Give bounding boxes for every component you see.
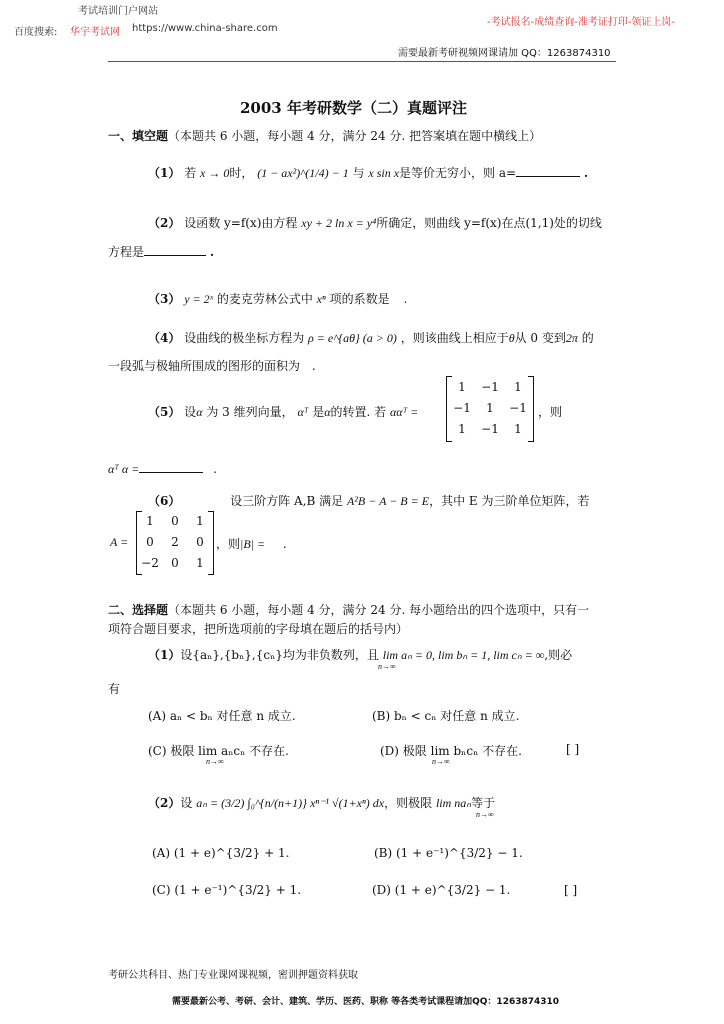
section2-desc2: 项符合题目要求，把所选项前的字母填在题后的括号内） — [108, 622, 409, 636]
matrix-a-label: A = — [110, 535, 129, 549]
section2-desc: （本题共 6 小题，每小题 4 分，满分 24 分. 每小题给出的四个选项中，只有一 — [168, 603, 590, 617]
q-number: （1） — [148, 166, 181, 180]
q-end: . — [311, 359, 316, 373]
math-expression: xⁿ — [316, 292, 326, 306]
q-text: 设{aₙ},{bₙ},{cₙ}均为非负数列，且 — [180, 648, 379, 662]
contact-qq: 需要最新考研视频网课请加 QQ：1263874310 — [398, 48, 611, 59]
section1-heading: 一、填空题 — [108, 129, 169, 143]
lim-subscript: n→∞ — [432, 757, 450, 766]
q-text: 的转置. 若 — [330, 405, 387, 419]
site-url-link[interactable]: https://www.china-share.com — [132, 23, 278, 34]
question-1-2 — [148, 214, 602, 231]
matrix-cell: −1 — [481, 380, 499, 394]
lim-subscript: n→∞ — [206, 757, 224, 766]
q-text: 的麦克劳林公式中 — [216, 292, 313, 306]
matrix-cell: 1 — [458, 422, 466, 436]
math-expression: |B| = — [240, 537, 266, 551]
q-text: 设 — [180, 796, 193, 810]
matrix-cell: 0 — [196, 535, 204, 549]
option-2-1-a: (A) aₙ < bₙ 对任意 n 成立. — [148, 709, 296, 723]
q-text: 与 — [352, 166, 365, 180]
q-text: 从 0 变到 — [514, 331, 566, 345]
math-symbol: α — [324, 405, 331, 419]
question-2-1 — [148, 646, 572, 663]
q-text: ,则必 — [544, 648, 573, 662]
math-expression: lim aₙ = 0, lim bₙ = 1, lim cₙ = ∞ — [382, 648, 545, 662]
lim-subscript: n→∞ — [378, 662, 396, 671]
q-text: 项的系数是 — [329, 292, 390, 306]
q-text: ，则 — [216, 537, 241, 551]
header-rule — [108, 61, 616, 62]
q-text: 若 — [184, 166, 197, 180]
q-text: 的 — [581, 331, 594, 345]
q-number: （4） — [148, 331, 181, 345]
option-2-2-c: (C) (1 + e⁻¹)^{3/2} + 1. — [152, 883, 302, 897]
question-2-1-line2: 有 — [108, 682, 121, 696]
matrix-cell: 0 — [146, 535, 154, 549]
question-1-5-line2 — [108, 462, 217, 477]
question-1-4-line2 — [108, 357, 316, 374]
math-symbol: θ — [508, 331, 515, 345]
option-2-1-c: (C) 极限 lim aₙcₙ 不存在. — [148, 744, 289, 758]
q-text: 是 — [312, 405, 325, 419]
q-number: （3） — [148, 292, 181, 306]
q-number: （2） — [148, 216, 181, 230]
question-1-6 — [148, 492, 589, 509]
q-text: 方程是 — [108, 245, 145, 259]
matrix-cell: 1 — [196, 556, 204, 570]
q-text: 时， — [229, 166, 254, 180]
matrix-cell: 1 — [196, 514, 204, 528]
matrix-cell: −2 — [141, 556, 159, 570]
matrix-cell: 1 — [514, 380, 522, 394]
q-number: （6） — [148, 494, 181, 508]
search-label: 百度搜索: — [14, 27, 58, 38]
answer-blank[interactable] — [139, 472, 203, 473]
footer-contact: 需要最新公考、考研、会计、建筑、学历、医药、职称 等各类考试课程请加QQ：1263874310 — [172, 997, 560, 1007]
answer-blank[interactable] — [144, 255, 206, 256]
math-symbol: 2π — [565, 331, 578, 345]
option-2-2-a: (A) (1 + e)^{3/2} + 1. — [152, 846, 290, 860]
question-1-6-tail — [216, 535, 287, 552]
section1-header — [108, 127, 541, 144]
question-1-4 — [148, 329, 594, 346]
option-2-2-d: (D) (1 + e)^{3/2} − 1. — [372, 883, 511, 897]
q-end: . — [209, 245, 215, 259]
question-1-3 — [148, 290, 407, 307]
page-title: 2003 年考研数学（二）真题评注 — [240, 99, 467, 117]
q-end: . — [583, 166, 589, 180]
math-expression: ρ = e^{aθ} (a > 0) — [308, 331, 397, 345]
answer-bracket[interactable]: [ ] — [566, 742, 580, 756]
q-text: ，其中 E 为三阶单位矩阵，若 — [429, 494, 590, 508]
q-text: ，则极限 — [384, 796, 433, 810]
matrix-cell: 1 — [458, 380, 466, 394]
lim-subscript: n→∞ — [476, 810, 494, 819]
math-expression: αᵀ α = — [108, 462, 140, 476]
q-text: ，则该曲线上相应于 — [400, 331, 509, 345]
math-symbol: αᵀ — [297, 405, 309, 419]
q5-then: ，则 — [538, 405, 563, 419]
math-expression: ααᵀ = — [390, 405, 419, 419]
math-expression: lim naₙ — [435, 796, 472, 810]
matrix-cell: −1 — [509, 401, 527, 415]
section1-desc: （本题共 6 小题，每小题 4 分，满分 24 分. 把答案填在题中横线上） — [168, 129, 542, 143]
math-expression: xy + 2 ln x = y⁴ — [301, 216, 377, 230]
q-text: 所确定，则曲线 y=f(x)在点(1,1)处的切线 — [376, 216, 602, 230]
section2-header — [108, 601, 589, 618]
math-expression: A²B − A − B = E — [346, 494, 430, 508]
matrix-q5 — [446, 376, 534, 442]
matrix-cell: −1 — [481, 422, 499, 436]
matrix-cell: 1 — [146, 514, 154, 528]
matrix-q6 — [136, 511, 214, 575]
question-1-1 — [148, 164, 588, 181]
matrix-cell: 1 — [514, 422, 522, 436]
q-number: （5） — [148, 405, 181, 419]
q-end: . — [213, 462, 217, 476]
q-end: . — [403, 292, 408, 306]
section2-heading: 二、选择题 — [108, 603, 169, 617]
matrix-cell: 0 — [171, 556, 179, 570]
q-number: （1） — [148, 648, 181, 662]
question-1-5 — [148, 403, 418, 420]
matrix-cell: 1 — [486, 401, 494, 415]
q-text: 设函数 y=f(x)由方程 — [184, 216, 298, 230]
q-end: . — [282, 537, 287, 551]
option-2-1-b: (B) bₙ < cₙ 对任意 n 成立. — [372, 709, 520, 723]
q-text: 设三阶方阵 A,B 满足 — [230, 494, 344, 508]
q-text: 是等价无穷小，则 a= — [399, 166, 517, 180]
q-text: 一段弧与极轴所围成的图形的面积为 — [108, 359, 301, 373]
nav-links[interactable]: -考试报名-成绩查询-准考证打印-领证上岗- — [487, 17, 676, 28]
q-text: 等于 — [471, 796, 496, 810]
q-number: （2） — [148, 796, 181, 810]
q-text: 设 — [184, 405, 197, 419]
matrix-cell: 0 — [171, 514, 179, 528]
q-text: 设曲线的极坐标方程为 — [184, 331, 305, 345]
search-term-link[interactable]: 华宇考试网 — [70, 27, 120, 38]
question-2-2 — [148, 794, 495, 811]
answer-blank[interactable] — [516, 176, 580, 177]
math-expression: x sin x — [368, 166, 400, 180]
site-tagline: 考试培训门户网站 — [78, 6, 158, 17]
math-expression: (1 − ax²)^(1/4) − 1 — [257, 166, 349, 180]
footer-note: 考研公共科目、热门专业课网课视频，密训押题资料获取 — [108, 970, 358, 981]
option-2-1-d: (D) 极限 lim bₙcₙ 不存在. — [380, 744, 522, 758]
math-expression: aₙ = (3/2) ∫₀^{n/(n+1)} xⁿ⁻¹ √(1+xⁿ) dx — [196, 796, 385, 810]
math-symbol: α — [196, 405, 203, 419]
math-condition: x → 0 — [200, 166, 230, 180]
answer-bracket[interactable]: [ ] — [564, 883, 578, 897]
matrix-cell: 2 — [171, 535, 179, 549]
math-expression: y = 2ˣ — [184, 292, 213, 306]
option-2-2-b: (B) (1 + e⁻¹)^{3/2} − 1. — [374, 846, 523, 860]
q-text: 为 3 维列向量， — [206, 405, 294, 419]
matrix-cell: −1 — [453, 401, 471, 415]
question-1-2-line2 — [108, 243, 214, 260]
